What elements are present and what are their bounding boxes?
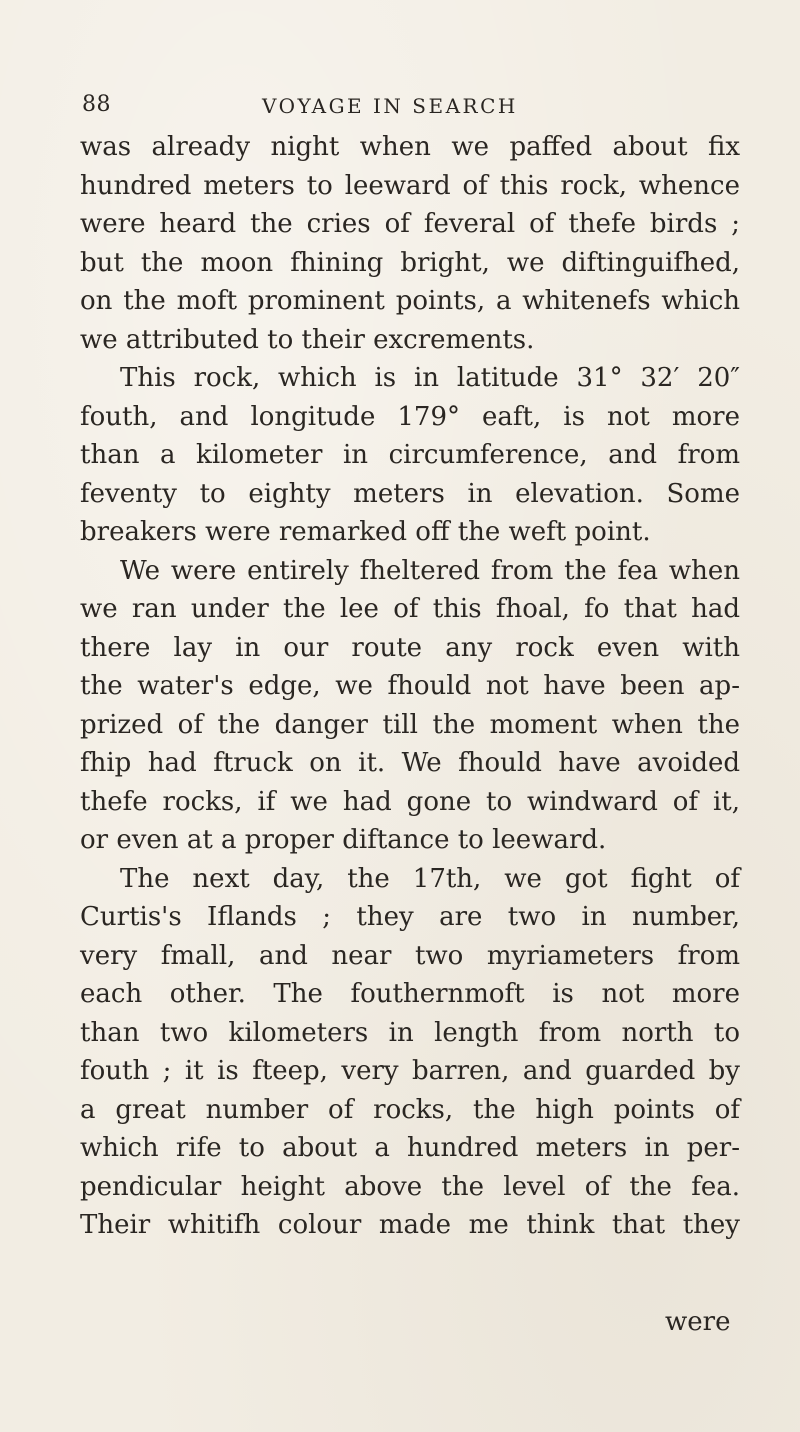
text-line: we attributed to their excrements. bbox=[80, 324, 535, 355]
text-line: fouth ; it is fteep, very barren, and guarded by bbox=[80, 1056, 740, 1086]
running-title: VOYAGE IN SEARCH bbox=[262, 94, 518, 118]
text-line: the water's edge, we fhould not have been ap- bbox=[80, 671, 740, 701]
catchword: were bbox=[665, 1307, 731, 1337]
text-line: there lay in our route any rock even with bbox=[80, 632, 740, 663]
text-line: hundred meters to leeward of this rock, whence bbox=[80, 170, 740, 201]
text-line: feventy to eighty meters in elevation. Some bbox=[80, 478, 740, 509]
running-head bbox=[82, 92, 722, 122]
text-line: was already night when we paffed about fix bbox=[80, 132, 740, 162]
text-line: but the moon fhining bright, we diftinguifhed, bbox=[80, 247, 740, 278]
page-number: 88 bbox=[82, 92, 111, 117]
text-line: than two kilometers in length from north to bbox=[80, 1017, 740, 1048]
text-line: The next day, the 17th, we got fight of bbox=[120, 863, 740, 894]
text-line: Their whitifh colour made me think that they bbox=[80, 1210, 740, 1240]
text-line: or even at a proper diftance to leeward. bbox=[80, 825, 607, 855]
text-line: fouth, and longitude 179° eaft, is not more bbox=[80, 401, 740, 432]
text-line: on the moft prominent points, a whitenefs which bbox=[80, 286, 740, 316]
text-line: fhip had ftruck on it. We fhould have avoided bbox=[80, 748, 740, 778]
text-line: prized of the danger till the moment when the bbox=[80, 709, 740, 740]
text-line: This rock, which is in latitude 31° 32′ 20″ bbox=[120, 363, 740, 393]
text-line: which rife to about a hundred meters in per- bbox=[80, 1133, 740, 1163]
text-line: Curtis's Iflands ; they are two in number, bbox=[80, 902, 740, 932]
text-line: very fmall, and near two myriameters from bbox=[80, 940, 740, 971]
text-line: We were entirely fheltered from the fea when bbox=[120, 555, 740, 586]
text-line: pendicular height above the level of the fea. bbox=[80, 1171, 740, 1202]
text-line: a great number of rocks, the high points of bbox=[80, 1094, 740, 1125]
body-text bbox=[80, 128, 740, 1245]
text-line: than a kilometer in circumference, and from bbox=[80, 440, 740, 470]
text-line: breakers were remarked off the weft point. bbox=[80, 517, 651, 547]
text-line: each other. The fouthernmoft is not more bbox=[80, 979, 740, 1009]
text-line: we ran under the lee of this fhoal, fo that had bbox=[80, 594, 740, 624]
text-line: were heard the cries of feveral of thefe birds ; bbox=[80, 209, 740, 239]
text-line: thefe rocks, if we had gone to windward of it, bbox=[80, 786, 740, 817]
